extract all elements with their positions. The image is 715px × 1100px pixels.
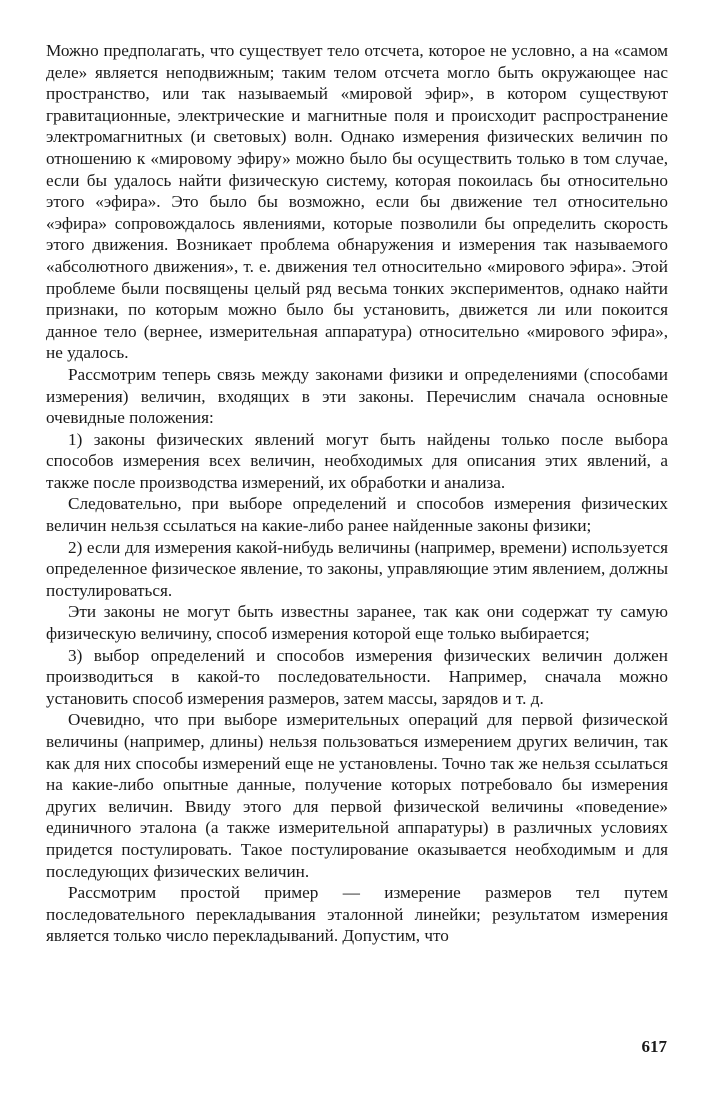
page-body bbox=[46, 40, 668, 1080]
paragraph-point-3: 3) выбор определений и способов измерения физических величин должен производиться в какой-то последовательности. Например, сначала можно установить способ измерения размеров, затем массы, зарядов и т. д. bbox=[46, 645, 668, 708]
paragraph-ether: Можно предполагать, что существует тело отсчета, которое не условно, а на «самом деле» является неподвижным; таким телом отсчета могло быть окружающее нас пространство, или так называемый «мировой эфир», в котором существуют гравитационные, электрические и магнитные поля и происходит распространение электромагнитных (и световых) волн. Однако измерения физических величин по отношению к «мировому эфиру» можно было бы осуществить только в том случае, если бы удалось найти физическую систему, которая покоилась бы относительно этого «эфира». Это было бы возможно, если бы движение тел относительно «эфира» сопровождалось явлениями, которые позволили бы определить скорость этого движения. Возникает проблема обнаружения и измерения так называемого «абсолютного движения», т. е. движения тел относительно «мирового эфира». Этой проблеме были посвящены целый ряд весьма тонких экспериментов, однако найти признаки, по которым можно было бы установить, движется ли или покоится данное тело (вернее, измерительная аппаратура) относительно «мирового эфира», не удалось. bbox=[46, 41, 668, 363]
paragraph-point-2: 2) если для измерения какой-нибудь величины (например, времени) используется определенное физическое явление, то законы, управляющие этим явлением, должны постулироваться. bbox=[46, 537, 668, 600]
paragraph-laws-intro: Рассмотрим теперь связь между законами физики и определениями (способами измерения) величин, входящих в эти законы. Перечислим сначала основные очевидные положения: bbox=[46, 364, 668, 428]
paragraph-first-quantity: Очевидно, что при выборе измерительных операций для первой физической величины (например, длины) нельзя пользоваться измерением других величин, так как для них способы измерений еще не установлены. Точно так же нельзя ссылаться на какие-либо опытные данные, получение которых потребовало бы измерения других величин. Ввиду этого для первой физической величины «поведение» единичного эталона (а также измерительной аппаратуры) в различных условиях придется постулировать. Такое постулирование оказывается необходимым и для последующих физических величин. bbox=[46, 710, 668, 881]
paragraph-consequence-1: Следовательно, при выборе определений и способов измерения физических величин нельзя ссылаться на какие-либо ранее найденные законы физики; bbox=[46, 494, 668, 536]
paragraph-consequence-2: Эти законы не могут быть известны заранее, так как они содержат ту самую физическую величину, способ измерения которой еще только выбирается; bbox=[46, 602, 668, 644]
paragraph-ruler-example: Рассмотрим простой пример — измерение размеров тел путем последовательного перекладывания эталонной линейки; результатом измерения является только число перекладываний. Допустим, что bbox=[46, 883, 668, 946]
page-number: 617 bbox=[641, 1037, 667, 1056]
paragraph-point-1: 1) законы физических явлений могут быть найдены только после выбора способов измерения всех величин, необходимых для описания этих явлений, а также после производства измерений, их обработки и анализа. bbox=[46, 429, 668, 492]
